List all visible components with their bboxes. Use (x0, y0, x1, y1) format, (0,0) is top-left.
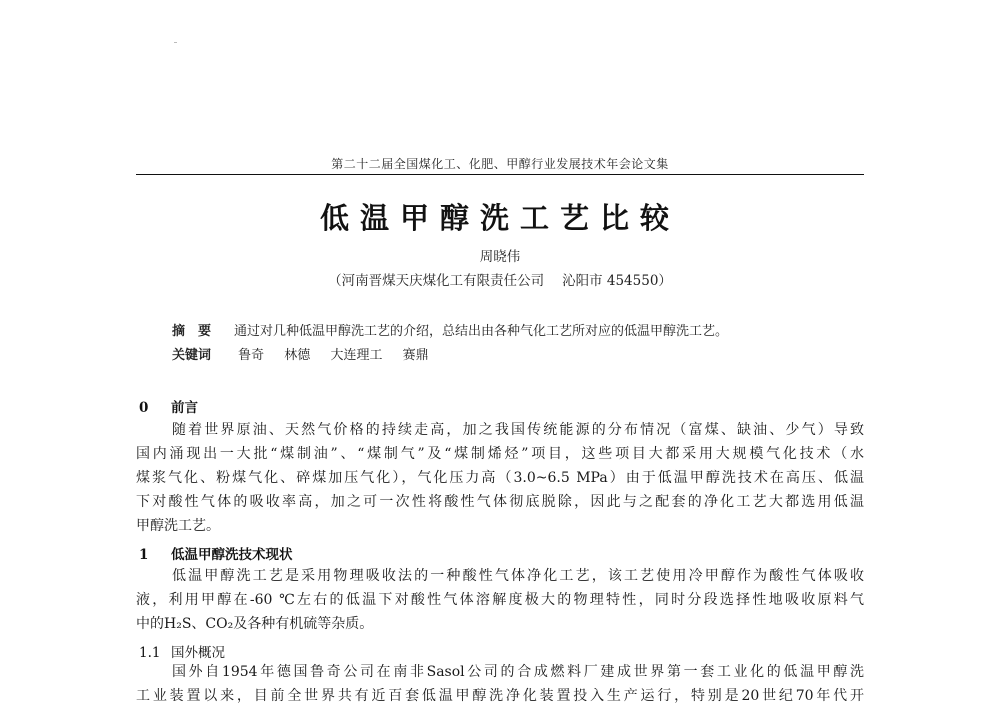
section-1-paragraph (136, 564, 864, 636)
keywords (172, 344, 864, 363)
paragraph-line: 国内涌现出一大批“煤制油”、“煤制气”及“煤制烯烃”项目，这些项目大都采用大规模气化技术（水 (136, 446, 864, 462)
paragraph-line: 低温甲醇洗工艺是采用物理吸收法的一种酸性气体净化工艺，该工艺使用冷甲醇作为酸性气体吸收 (172, 568, 864, 584)
paper-title: 低温甲醇洗工艺比较 (319, 201, 680, 235)
paragraph-line: 随着世界原油、天然气价格的持续走高，加之我国传统能源的分布情况（富煤、缺油、少气）导致 (172, 422, 864, 438)
keywords-label: 关键词 (172, 348, 212, 363)
keyword-item: 林德 (284, 348, 311, 363)
paragraph-line: 下对酸性气体的吸收率高，加之可一次性将酸性气体彻底脱除，因此与之配套的净化工艺大都选用低温 (136, 494, 864, 510)
paragraph-line: 液，利用甲醇在-60 ℃左右的低温下对酸性气体溶解度极大的物理特性，同时分段选择性地吸收原料气 (136, 592, 864, 608)
section-title: 低温甲醇洗技术现状 (171, 547, 293, 563)
keyword-item: 鲁奇 (238, 348, 265, 363)
paragraph-line: 甲醇洗工艺。 (136, 518, 220, 534)
paragraph-line: 工业装置以来，目前全世界共有近百套低温甲醇洗净化装置投入生产运行，特别是20世纪70年代开 (136, 688, 864, 704)
subsection-heading-1-1 (139, 641, 225, 661)
affiliation-org: （河南晋煤天庆煤化工有限责任公司 (328, 273, 545, 289)
running-header: 第二十二届全国煤化工、化肥、甲醇行业发展技术年会论文集 (331, 157, 669, 171)
author-name: 周晓伟 (479, 249, 521, 265)
subsection-number: 1.1 (139, 645, 161, 661)
section-number: 0 (139, 400, 149, 416)
paragraph-line: 国外自1954年德国鲁奇公司在南非Sasol公司的合成燃料厂建成世界第一套工业化的低温甲醇洗 (172, 664, 864, 680)
abstract-label: 摘 要 (172, 324, 212, 339)
affiliation (136, 269, 864, 289)
affiliation-city: 沁阳市 454550） (562, 273, 672, 289)
section-heading-1 (139, 543, 293, 563)
abstract-text: 通过对几种低温甲醇洗工艺的介绍，总结出由各种气化工艺所对应的低温甲醇洗工艺。 (234, 324, 729, 339)
paragraph-line: 煤浆气化、粉煤气化、碎煤加压气化），气化压力高（3.0~6.5 MPa）由于低温甲醇洗技术在高压、低温 (136, 470, 864, 486)
keyword-item: 大连理工 (330, 348, 383, 363)
subsection-title: 国外概况 (171, 645, 225, 661)
section-number: 1 (139, 547, 149, 563)
section-heading-0 (139, 396, 198, 416)
header-rule (136, 174, 864, 175)
abstract (172, 320, 864, 339)
scan-mark (174, 42, 177, 43)
keyword-item: 赛鼎 (402, 348, 429, 363)
section-0-paragraph (136, 418, 864, 538)
section-title: 前言 (171, 400, 198, 416)
paragraph-line: 中的H₂S、CO₂及各种有机硫等杂质。 (136, 616, 374, 632)
subsection-1-1-paragraph (136, 660, 864, 708)
